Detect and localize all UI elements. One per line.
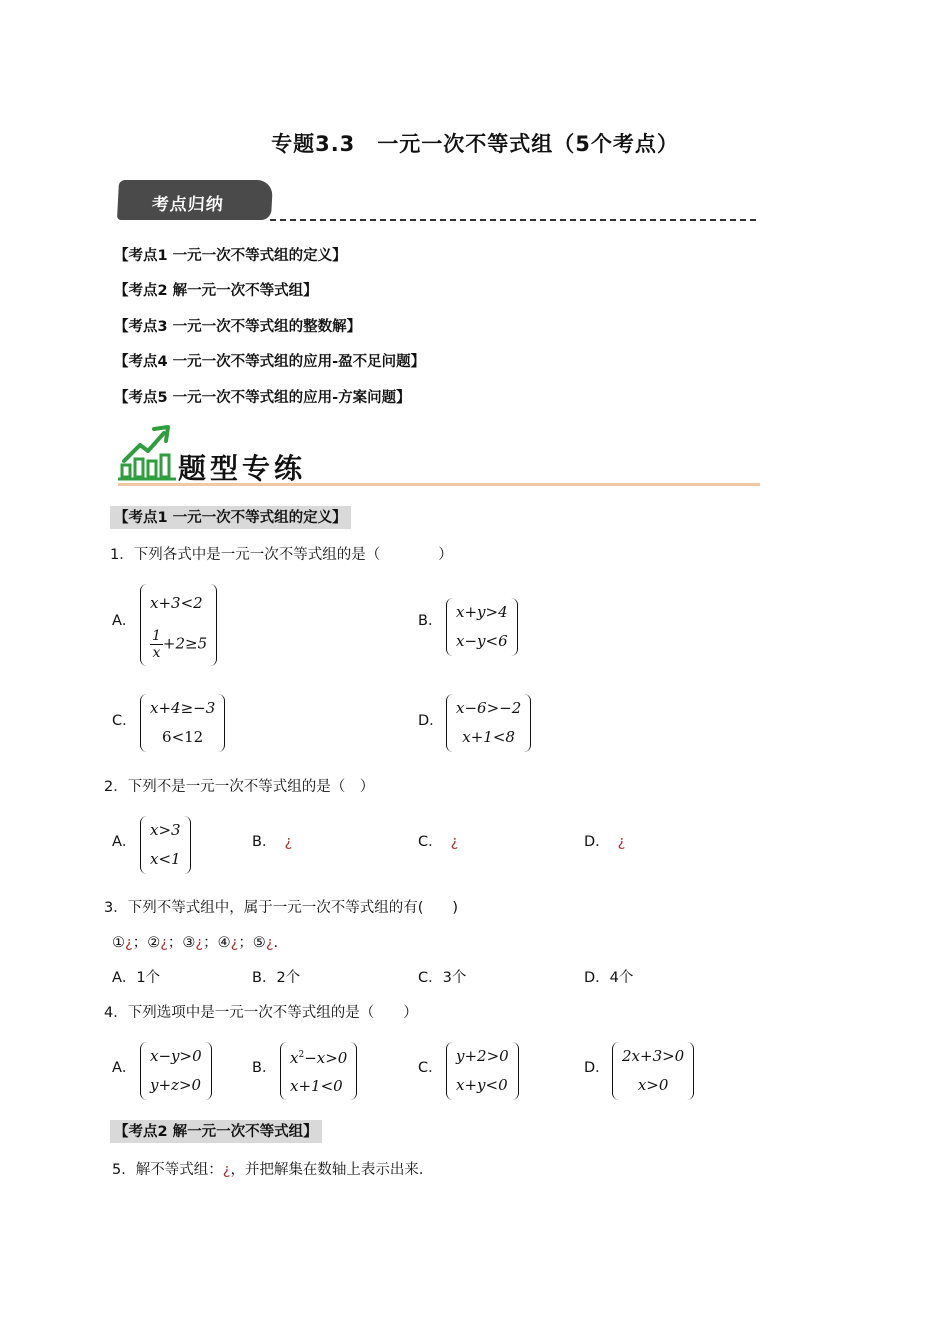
q3-item-marker: ；⑤: [238, 935, 266, 951]
q2-option-c-label: C．: [418, 834, 443, 850]
banner-label: 考点归纳: [151, 195, 225, 215]
q1-option-d-system: [446, 694, 531, 752]
q3-item-marker: ；③: [167, 935, 196, 951]
q1-option-c-system: [140, 694, 225, 752]
section-title: 题型专练: [178, 452, 307, 485]
q3-option-c: C．3个: [418, 970, 467, 986]
dashed-divider: [270, 219, 756, 221]
q3-item-marker: .: [273, 935, 279, 951]
q3-item-marker: ；④: [203, 935, 231, 951]
q1-c-line1: x+4≥−3: [150, 699, 216, 717]
q2-option-a-system: [140, 816, 191, 874]
question-2-stem: 2．下列不是一元一次不等式组的是（ ）: [104, 779, 375, 795]
q5-prefix: 5．解不等式组：: [112, 1162, 223, 1178]
question-4-stem: 4．下列选项中是一元一次不等式组的是（ ）: [104, 1005, 418, 1021]
q2-option-c: [418, 830, 458, 851]
q4-option-a-label: A．: [112, 1060, 137, 1076]
kaodian-item-1: 【考点1 一元一次不等式组的定义】: [114, 248, 347, 264]
q4-b-line1: [290, 1042, 347, 1072]
question-1-stem: 1．下列各式中是一元一次不等式组的是（ ）: [110, 547, 453, 563]
q5-glyph: ¿: [222, 1162, 231, 1178]
q4-c-line2: x+y<0: [456, 1076, 508, 1094]
q1-a-fraction-numerator: 1: [152, 627, 161, 644]
q1-b-line1: x+y>4: [456, 603, 508, 621]
q2-option-b-label: B．: [252, 834, 277, 850]
q2-a-line1: x>3: [150, 821, 181, 839]
q2-a-line2: x<1: [150, 850, 181, 868]
q4-option-c-system: [446, 1042, 519, 1100]
q1-option-d-label: D．: [418, 713, 444, 729]
q1-option-c-label: C．: [112, 713, 137, 729]
kaodian-item-3: 【考点3 一元一次不等式组的整数解】: [114, 319, 362, 335]
q4-option-d-system: [612, 1042, 694, 1100]
q2-option-d-glyph: ¿: [617, 834, 626, 850]
q1-option-b-system: [446, 598, 518, 656]
q1-d-line2: x+1<8: [462, 728, 515, 746]
q4-a-line1: x−y>0: [150, 1047, 202, 1065]
q1-a-line2-tail: +2≥5: [162, 634, 208, 652]
q4-b-base: x: [290, 1049, 299, 1068]
page-title: 专题3.3 一元一次不等式组（5个考点）: [271, 132, 679, 156]
q2-option-b-glyph: ¿: [284, 834, 293, 850]
q1-option-a-system: [140, 584, 217, 666]
kaodian-banner: [117, 180, 273, 220]
q3-option-b: B．2个: [252, 970, 301, 986]
q3-item-glyph: ¿: [195, 935, 204, 951]
q4-b-exponent: 2: [298, 1050, 305, 1061]
q3-option-a: A．1个: [112, 970, 161, 986]
q3-item-glyph: ¿: [160, 935, 168, 951]
q3-item-glyph: ¿: [230, 935, 239, 951]
q1-a-fraction-denominator: x: [152, 644, 161, 661]
q1-a-line1: x+3<2: [150, 593, 203, 612]
q4-c-line1: y+2>0: [456, 1047, 509, 1065]
section-underline: [118, 483, 760, 486]
q4-a-line2: y+z>0: [150, 1076, 202, 1094]
q1-b-line2: x−y<6: [456, 632, 508, 650]
q5-suffix: ，并把解集在数轴上表示出来．: [230, 1162, 434, 1178]
q1-d-line1: x−6>−2: [456, 699, 522, 717]
kaodian-tag-2: 【考点2 解一元一次不等式组】: [110, 1120, 322, 1143]
question-3-stem: 3．下列不等式组中，属于一元一次不等式组的有( ): [104, 900, 459, 916]
q1-c-line2: 6<12: [162, 728, 204, 746]
q4-option-a-system: [140, 1042, 212, 1100]
q4-option-d-label: D．: [584, 1060, 610, 1076]
q2-option-d-label: D．: [584, 834, 610, 850]
q4-b-line2: x+1<0: [290, 1076, 343, 1095]
q1-a-line2: [150, 628, 207, 661]
kaodian-item-5: 【考点5 一元一次不等式组的应用-方案问题】: [114, 390, 411, 406]
q3-item-glyph: ¿: [265, 935, 274, 951]
q4-b-rest: −x>0: [304, 1049, 348, 1068]
q4-d-line2: x>0: [637, 1076, 669, 1094]
q1-option-a-label: A．: [112, 613, 137, 629]
kaodian-item-4: 【考点4 一元一次不等式组的应用-盈不足问题】: [114, 354, 426, 370]
q3-item-marker: ；②: [132, 935, 161, 951]
q2-option-b: [252, 830, 292, 851]
q2-option-a-label: A．: [112, 834, 137, 850]
q2-option-d: [584, 830, 625, 851]
q1-option-b-label: B．: [418, 613, 443, 629]
q3-option-d: D．4个: [584, 970, 634, 986]
q4-option-c-label: C．: [418, 1060, 443, 1076]
kaodian-item-2: 【考点2 解一元一次不等式组】: [114, 283, 318, 299]
q3-items: [112, 931, 278, 952]
q4-option-b-label: B．: [252, 1060, 277, 1076]
growth-chart-icon: [118, 421, 176, 481]
q2-option-c-glyph: ¿: [450, 834, 459, 850]
question-5-stem: [112, 1158, 433, 1179]
q3-item-glyph: ¿: [125, 935, 133, 951]
q3-item-marker: ①: [112, 935, 125, 951]
q4-d-line1: 2x+3>0: [622, 1047, 685, 1065]
q4-option-b-system: [280, 1042, 357, 1100]
kaodian-tag-1: 【考点1 一元一次不等式组的定义】: [110, 506, 351, 529]
